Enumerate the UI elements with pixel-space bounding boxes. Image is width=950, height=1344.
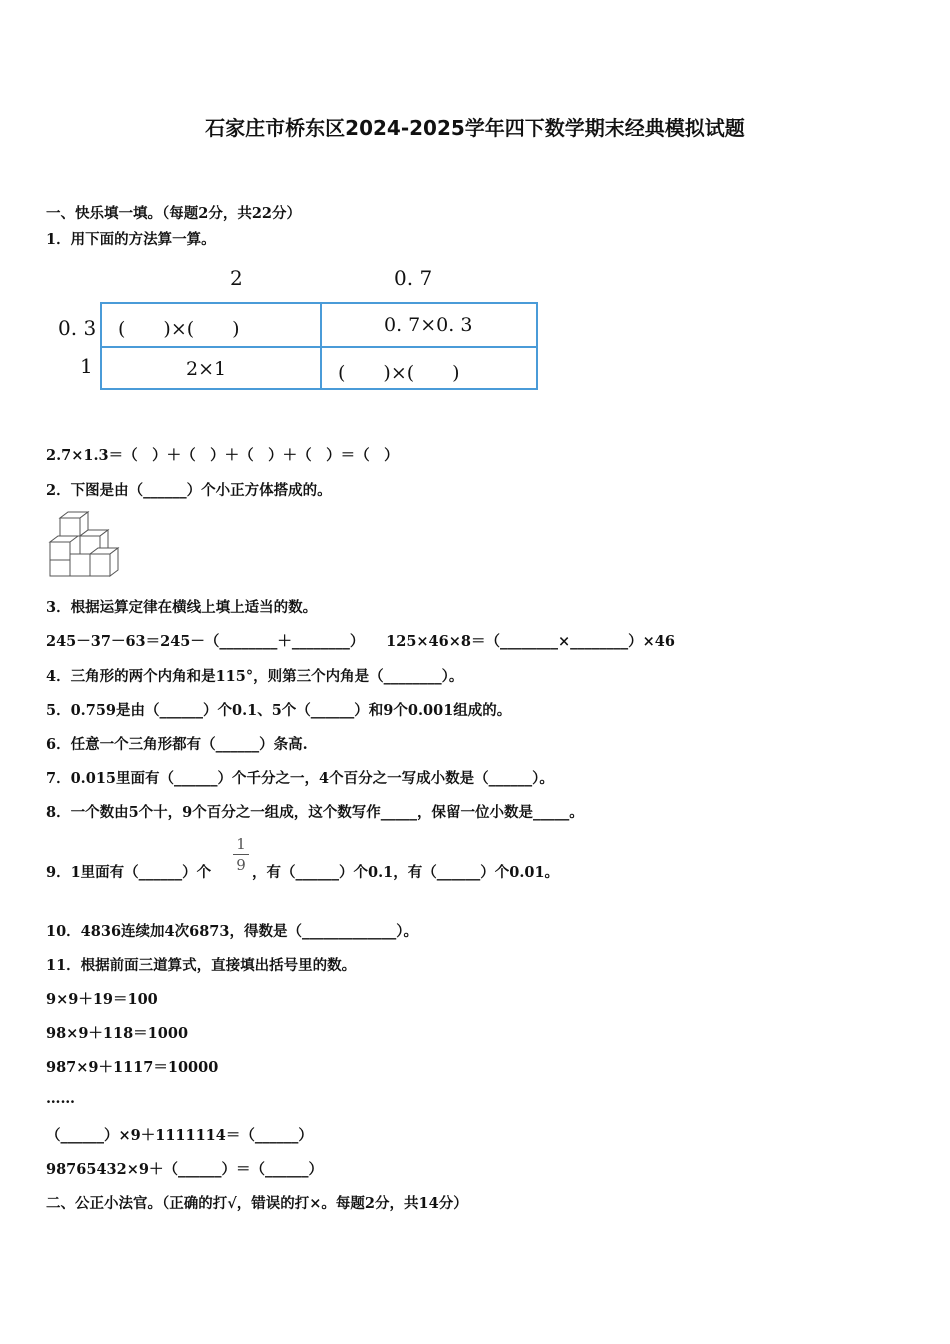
question-11-line-6: 98765432×9＋（______）＝（______） [46,1161,323,1178]
question-2: 2．下图是由（______）个小正方体搭成的。 [46,482,332,499]
cube-stack-figure [46,510,132,580]
question-11-line-2: 98×9＋118＝1000 [46,1025,189,1042]
grid-cell-r1c1: ( )×( ) [118,318,240,340]
question-8: 8．一个数由5个十，9个百分之一组成，这个数写作_____，保留一位小数是_____。 [46,804,584,821]
grid-divider-horizontal [102,346,536,348]
question-1-equation: 2.7×1.3＝（ ）＋（ ）＋（ ）＋（ ）＝（ ） [46,447,399,464]
multiplication-grid [56,262,556,402]
question-4: 4．三角形的两个内角和是115°，则第三个内角是（________）。 [46,668,464,685]
question-9-part2: ，有（______）个0.1，有（______）个0.01。 [252,864,560,881]
fraction-bar [233,854,249,855]
fraction-denominator: 9 [236,856,246,874]
page-title: 石家庄市桥东区2024-2025学年四下数学期末经典模拟试题 [205,116,745,140]
question-6: 6．任意一个三角形都有（______）条高. [46,736,308,753]
fraction-one-ninth [233,836,249,873]
question-11-line-4: …… [46,1090,75,1107]
grid-cell-r1c2: 0. 7×0. 3 [384,314,473,336]
question-11-line-5: （______）×9＋1111114＝（______） [46,1127,313,1144]
grid-row2-label: 1 [80,354,93,378]
grid-top-right-label: 0. 7 [394,266,433,290]
grid-cell-r2c2: ( )×( ) [338,362,460,384]
question-1: 1．用下面的方法算一算。 [46,231,216,248]
question-3-equations: 245－37－63＝245－（________＋________） 125×46×8＝（________×________）×46 [46,633,675,650]
section-heading-2: 二、公正小法官。（正确的打√，错误的打×。每题2分，共14分） [46,1195,468,1212]
grid-top-left-label: 2 [230,266,243,290]
question-11-line-3: 987×9＋1117＝10000 [46,1059,219,1076]
question-7: 7．0.015里面有（______）个千分之一，4个百分之一写成小数是（______）。 [46,770,554,787]
question-5: 5．0.759是由（______）个0.1、5个（______）和9个0.001组成的。 [46,702,512,719]
question-3: 3．根据运算定律在横线上填上适当的数。 [46,599,318,616]
grid-box [100,302,538,390]
section-heading-1: 一、快乐填一填。（每题2分，共22分） [46,205,302,222]
grid-row1-label: 0. 3 [58,316,97,340]
question-11: 11．根据前面三道算式，直接填出括号里的数。 [46,957,357,974]
fraction-numerator: 1 [236,835,246,853]
question-11-line-1: 9×9＋19＝100 [46,991,158,1008]
grid-cell-r2c1: 2×1 [186,358,227,380]
question-9-part1: 9．1里面有（______）个 [46,864,212,881]
question-10: 10．4836连续加4次6873，得数是（_____________）。 [46,923,418,940]
